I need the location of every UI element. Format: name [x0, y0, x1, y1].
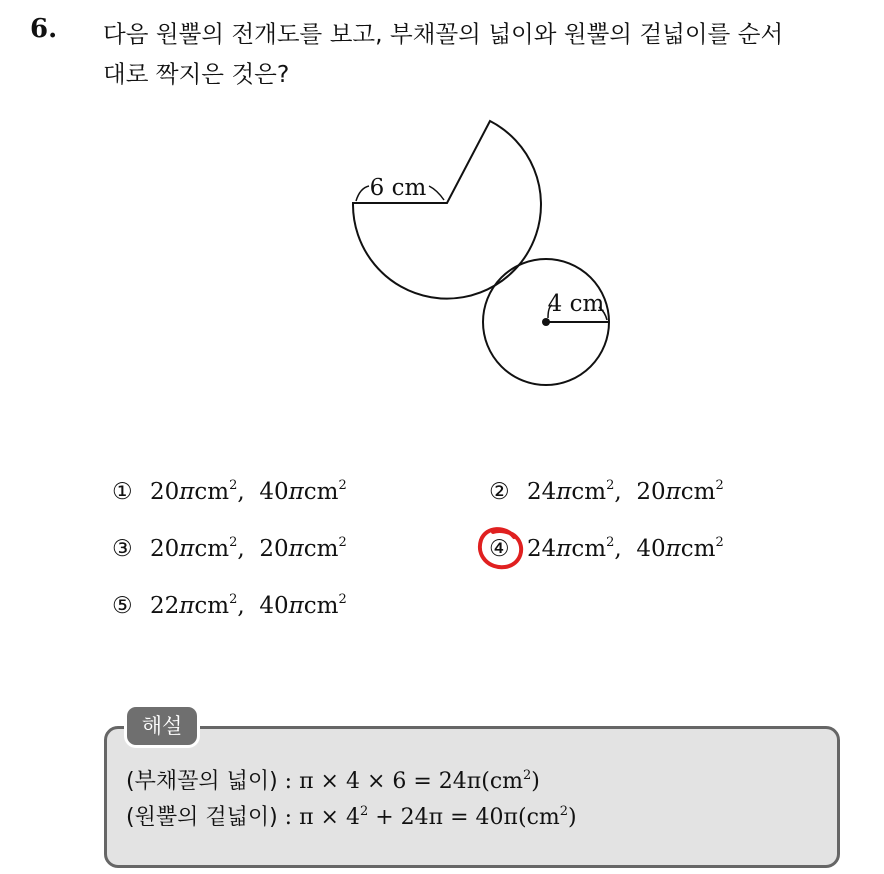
- solution-tag: 해설: [127, 707, 197, 745]
- question-number: 6.: [30, 14, 58, 44]
- choice-4-mark: ④: [489, 536, 510, 562]
- sector-shape: [353, 121, 541, 299]
- choice-1-mark: ①: [112, 479, 133, 505]
- solution-line-2: (원뿔의 겉넓이) : $\pi \times 4^2 + 24\pi = 40\pi(cm^2)$: [126, 804, 577, 830]
- choice-2-mark: ②: [489, 479, 510, 505]
- choice-4[interactable]: ④ 24πcm$^2$, 40πcm$^2$: [489, 535, 724, 562]
- question-line-2: 대로 짝지은 것은?: [103, 60, 290, 88]
- base-center-dot: [542, 318, 550, 326]
- circle-radius-label: 4 cm: [547, 291, 605, 317]
- choice-5[interactable]: ⑤ 22πcm$^2$, 40πcm$^2$: [112, 592, 347, 619]
- choice-2[interactable]: ② 24πcm$^2$, 20πcm$^2$: [489, 478, 724, 505]
- choice-1[interactable]: ① 20πcm$^2$, 40πcm$^2$: [112, 478, 347, 505]
- question-line-1: 다음 원뿔의 전개도를 보고, 부채꼴의 넓이와 원뿔의 겉넓이를 순서: [103, 20, 784, 48]
- solution-box: [104, 726, 840, 868]
- choice-3[interactable]: ③ 20πcm$^2$, 20πcm$^2$: [112, 535, 347, 562]
- choice-5-mark: ⑤: [112, 593, 133, 619]
- solution-line-1: (부채꼴의 넓이) : $\pi \times 4 \times 6 = 24\pi(cm^2)$: [126, 768, 540, 794]
- sector-radius-label: 6 cm: [369, 175, 427, 201]
- choice-3-mark: ③: [112, 536, 133, 562]
